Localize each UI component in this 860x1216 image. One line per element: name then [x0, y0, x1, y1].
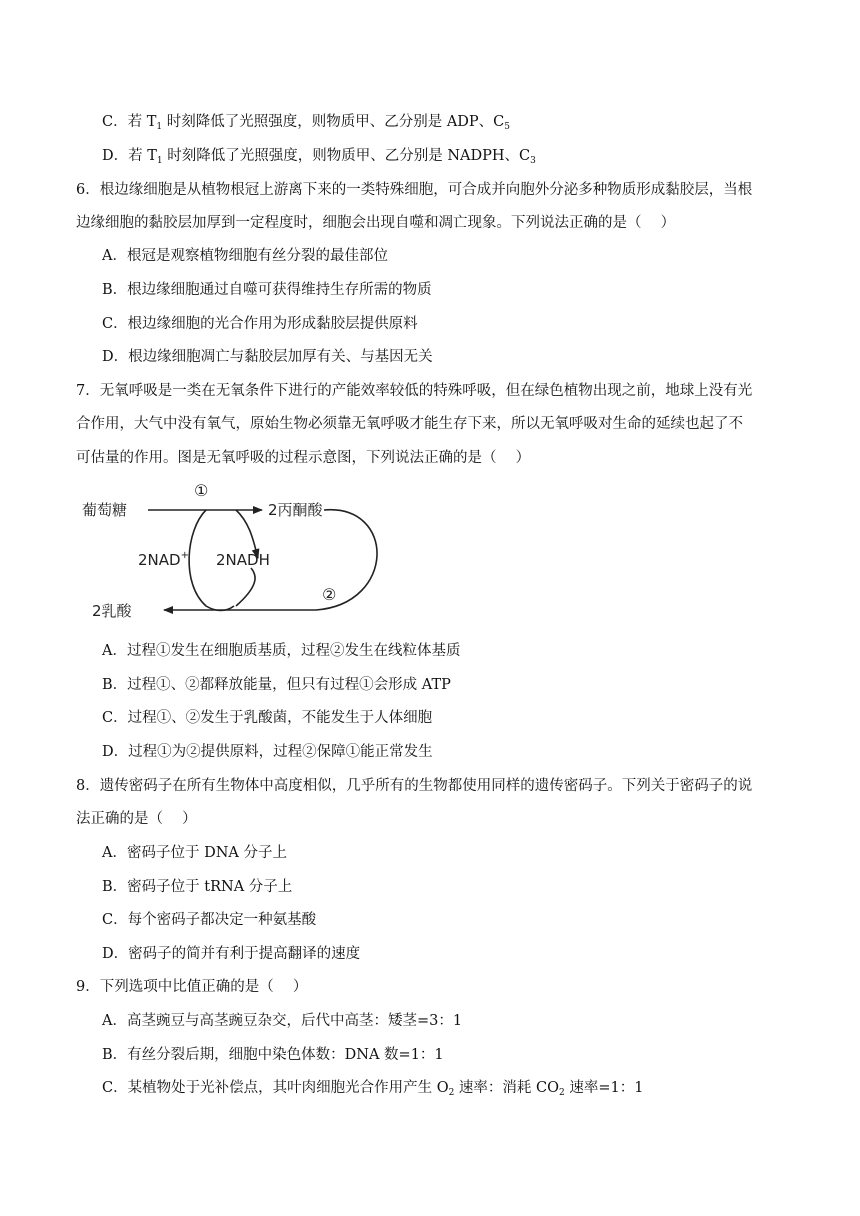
q6-stem-line2: 边缘细胞的黏胶层加厚到一定程度时，细胞会出现自噬和凋亡现象。下列说法正确的是（ ）	[76, 215, 676, 231]
q5-option-d: D．若 $T_1$ 时刻降低了光照强度，则物质甲、乙分别是 NADPH、$C_3$	[102, 148, 536, 166]
q8-option-c: C．每个密码子都决定一种氨基酸	[102, 912, 317, 928]
q8-option-b: B．密码子位于 tRNA 分子上	[102, 879, 293, 895]
q5-option-c: C．若 $T_1$ 时刻降低了光照强度，则物质甲、乙分别是 ADP、$C_5$	[102, 114, 511, 132]
q7-option-c: C．过程①、②发生于乳酸菌，不能发生于人体细胞	[102, 710, 433, 726]
q9-option-c: C．某植物处于光补偿点，其叶肉细胞光合作用产生 $O_2$ 速率：消耗 $CO_2$ 速率=1：1	[102, 1080, 644, 1098]
q7-option-b: B．过程①、②都释放能量，但只有过程①会形成 ATP	[102, 677, 451, 693]
nad-label: 2NAD+	[138, 550, 189, 569]
nadh-label: 2NADH	[216, 551, 270, 569]
q6-stem-line1: 6．根边缘细胞是从植物根冠上游离下来的一类特殊细胞，可合成并向胞外分泌多种物质形成黏胶层，当根	[76, 182, 753, 198]
q6-option-c: C．根边缘细胞的光合作用为形成黏胶层提供原料	[102, 316, 418, 332]
step1-marker: ①	[194, 481, 209, 500]
q8-stem-line1: 8．遗传密码子在所有生物体中高度相似，几乎所有的生物都使用同样的遗传密码子。下列关于密码子的说	[76, 778, 753, 794]
q7-option-d: D．过程①为②提供原料，过程②保障①能正常发生	[102, 744, 433, 760]
glucose-label: 葡萄糖	[82, 501, 128, 519]
pyruvate-label: 2丙酮酸	[268, 501, 323, 519]
q9-option-a: A．高茎豌豆与高茎豌豆杂交，后代中高茎：矮茎=3：1	[102, 1013, 463, 1029]
q8-stem-line2: 法正确的是（ ）	[76, 811, 197, 827]
q6-option-a: A．根冠是观察植物细胞有丝分裂的最佳部位	[102, 248, 388, 264]
q8-option-a: A．密码子位于 DNA 分子上	[102, 845, 287, 861]
step2-marker: ②	[322, 585, 337, 604]
q8-option-d: D．密码子的简并有利于提高翻译的速度	[102, 946, 361, 962]
nadh-to-nad-loop-right	[236, 568, 255, 606]
q7-stem-line3: 可估量的作用。图是无氧呼吸的过程示意图，下列说法正确的是（ ）	[76, 450, 531, 466]
q6-option-b: B．根边缘细胞通过自噬可获得维持生存所需的物质	[102, 282, 432, 298]
q7-stem-line2: 合作用，大气中没有氧气，原始生物必须靠无氧呼吸才能生存下来，所以无氧呼吸对生命的延续也起了不	[76, 416, 743, 432]
anaerobic-respiration-diagram	[76, 474, 406, 624]
q9-option-b: B．有丝分裂后期，细胞中染色体数：DNA 数=1：1	[102, 1047, 444, 1063]
q6-option-d: D．根边缘细胞凋亡与黏胶层加厚有关、与基因无关	[102, 349, 433, 365]
q9-stem: 9．下列选项中比值正确的是（ ）	[76, 979, 308, 995]
lactate-label: 2乳酸	[92, 602, 132, 620]
q7-stem-line1: 7．无氧呼吸是一类在无氧条件下进行的产能效率较低的特殊呼吸，但在绿色植物出现之前，地球上没有光	[76, 383, 753, 399]
q7-option-a: A．过程①发生在细胞质基质，过程②发生在线粒体基质	[102, 643, 461, 659]
